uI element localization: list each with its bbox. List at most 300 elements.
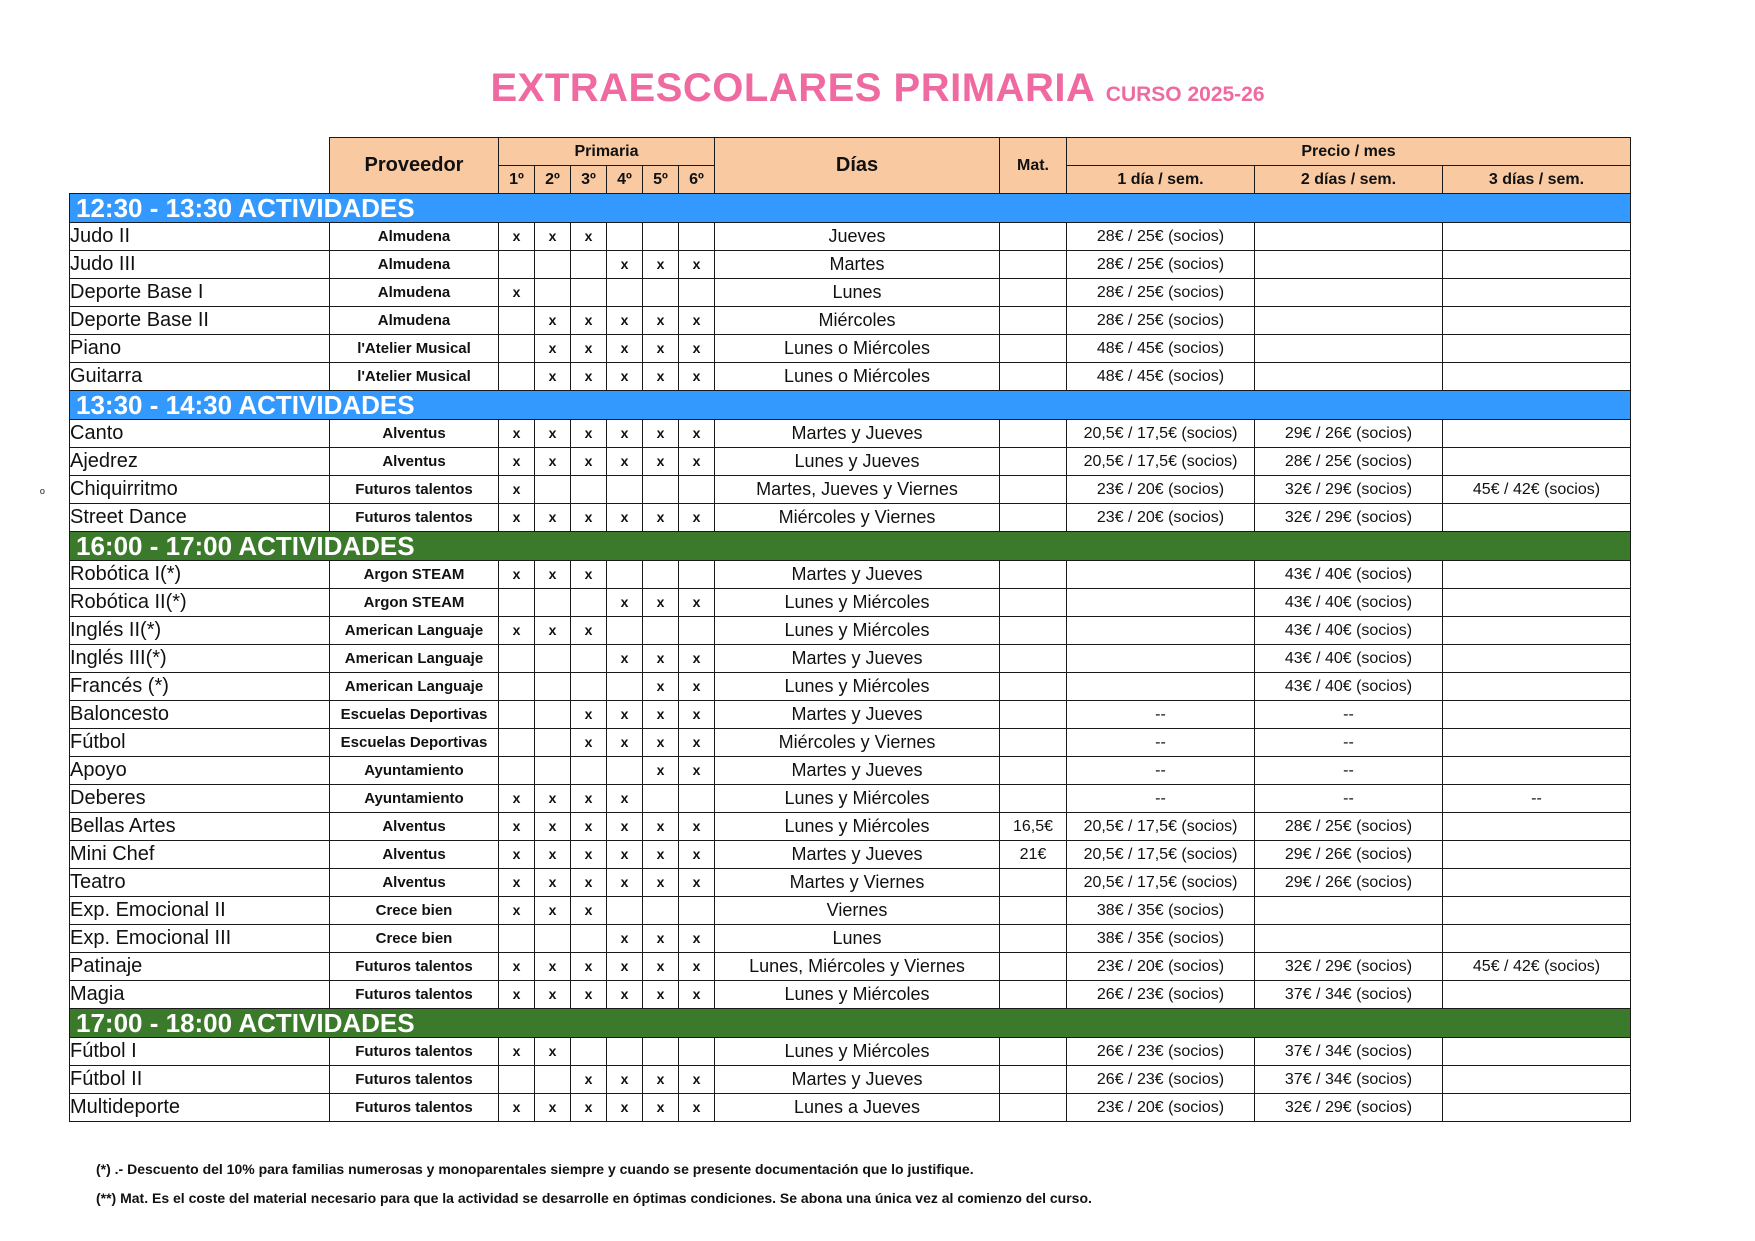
grade-mark: x — [571, 701, 607, 729]
price-3-days — [1443, 1038, 1631, 1066]
grade-mark — [535, 729, 571, 757]
grade-mark: x — [499, 504, 535, 532]
days-cell: Viernes — [715, 897, 1000, 925]
price-2-days: 37€ / 34€ (socios) — [1255, 1038, 1443, 1066]
grade-mark — [535, 1066, 571, 1094]
grade-mark — [607, 617, 643, 645]
activity-name: Robótica II(*) — [70, 589, 330, 617]
grade-mark — [535, 925, 571, 953]
days-cell: Lunes — [715, 279, 1000, 307]
material-cost — [1000, 223, 1067, 251]
price-2-days — [1255, 363, 1443, 391]
table-row — [70, 363, 1631, 391]
days-cell: Lunes y Miércoles — [715, 785, 1000, 813]
grade-mark: x — [679, 981, 715, 1009]
table-row — [70, 869, 1631, 897]
grade-mark: x — [571, 223, 607, 251]
grade-mark — [499, 925, 535, 953]
days-cell: Lunes — [715, 925, 1000, 953]
price-2-days: -- — [1255, 757, 1443, 785]
table-row — [70, 617, 1631, 645]
grade-mark — [571, 279, 607, 307]
grade-mark — [679, 1038, 715, 1066]
grade-mark: x — [571, 363, 607, 391]
grade-mark — [535, 476, 571, 504]
grade-mark: x — [571, 617, 607, 645]
provider-name: l'Atelier Musical — [330, 335, 499, 363]
table-header — [70, 138, 1631, 194]
grade-mark: x — [571, 307, 607, 335]
provider-name: Alventus — [330, 420, 499, 448]
section-title: 13:30 - 14:30 ACTIVIDADES — [70, 391, 1631, 420]
grade-mark — [499, 1066, 535, 1094]
header-primaria: Primaria — [499, 138, 715, 166]
activity-name: Bellas Artes — [70, 813, 330, 841]
table-row — [70, 589, 1631, 617]
grade-mark — [643, 617, 679, 645]
grade-mark: x — [571, 981, 607, 1009]
activity-name: Mini Chef — [70, 841, 330, 869]
grade-mark — [643, 897, 679, 925]
header-grade: 4º — [607, 166, 643, 194]
days-cell: Martes y Jueves — [715, 701, 1000, 729]
grade-mark — [499, 307, 535, 335]
price-1-day: 28€ / 25€ (socios) — [1067, 251, 1255, 279]
section-header-row — [70, 1009, 1631, 1038]
section-title: 17:00 - 18:00 ACTIVIDADES — [70, 1009, 1631, 1038]
material-cost — [1000, 869, 1067, 897]
grade-mark: x — [607, 1094, 643, 1122]
activity-name: Deporte Base II — [70, 307, 330, 335]
days-cell: Martes y Jueves — [715, 757, 1000, 785]
table-row — [70, 841, 1631, 869]
table-row — [70, 813, 1631, 841]
price-1-day: 20,5€ / 17,5€ (socios) — [1067, 420, 1255, 448]
price-3-days — [1443, 561, 1631, 589]
header-proveedor: Proveedor — [330, 138, 499, 194]
price-1-day: 20,5€ / 17,5€ (socios) — [1067, 448, 1255, 476]
activity-name: Judo II — [70, 223, 330, 251]
grade-mark — [535, 251, 571, 279]
section-header-row — [70, 194, 1631, 223]
provider-name: Almudena — [330, 223, 499, 251]
price-3-days — [1443, 504, 1631, 532]
provider-name: Futuros talentos — [330, 1094, 499, 1122]
grade-mark: x — [679, 925, 715, 953]
grade-mark: x — [607, 841, 643, 869]
price-1-day: 23€ / 20€ (socios) — [1067, 504, 1255, 532]
grade-mark: x — [607, 869, 643, 897]
grade-mark: x — [535, 448, 571, 476]
price-2-days: 37€ / 34€ (socios) — [1255, 981, 1443, 1009]
grade-mark: x — [643, 841, 679, 869]
material-cost — [1000, 897, 1067, 925]
days-cell: Martes y Jueves — [715, 420, 1000, 448]
provider-name: Futuros talentos — [330, 504, 499, 532]
provider-name: American Languaje — [330, 617, 499, 645]
grade-mark: x — [535, 420, 571, 448]
grade-mark: x — [535, 897, 571, 925]
grade-mark: x — [607, 813, 643, 841]
grade-mark: x — [679, 757, 715, 785]
header-grade: 6º — [679, 166, 715, 194]
table-row — [70, 307, 1631, 335]
grade-mark: x — [679, 813, 715, 841]
days-cell: Lunes y Jueves — [715, 448, 1000, 476]
grade-mark: x — [571, 813, 607, 841]
price-2-days: 32€ / 29€ (socios) — [1255, 953, 1443, 981]
table-row — [70, 251, 1631, 279]
days-cell: Lunes y Miércoles — [715, 589, 1000, 617]
grade-mark — [571, 1038, 607, 1066]
price-3-days — [1443, 841, 1631, 869]
grade-mark — [571, 757, 607, 785]
grade-mark — [571, 476, 607, 504]
material-cost — [1000, 1094, 1067, 1122]
price-1-day: -- — [1067, 757, 1255, 785]
activity-name: Baloncesto — [70, 701, 330, 729]
material-cost — [1000, 363, 1067, 391]
grade-mark — [643, 223, 679, 251]
activity-name: Fútbol — [70, 729, 330, 757]
grade-mark: x — [679, 729, 715, 757]
grade-mark — [535, 279, 571, 307]
material-cost — [1000, 1038, 1067, 1066]
price-3-days — [1443, 897, 1631, 925]
price-2-days — [1255, 279, 1443, 307]
days-cell: Lunes a Jueves — [715, 1094, 1000, 1122]
grade-mark: x — [535, 869, 571, 897]
grade-mark: x — [607, 981, 643, 1009]
material-cost — [1000, 981, 1067, 1009]
price-2-days: 32€ / 29€ (socios) — [1255, 1094, 1443, 1122]
price-1-day: 26€ / 23€ (socios) — [1067, 981, 1255, 1009]
material-cost — [1000, 925, 1067, 953]
provider-name: Almudena — [330, 251, 499, 279]
grade-mark: x — [607, 420, 643, 448]
table-row — [70, 1038, 1631, 1066]
activity-name: Chiquirritmo — [70, 476, 330, 504]
price-2-days: 32€ / 29€ (socios) — [1255, 504, 1443, 532]
header-grade: 2º — [535, 166, 571, 194]
material-cost — [1000, 448, 1067, 476]
grade-mark — [499, 701, 535, 729]
grade-mark: x — [679, 363, 715, 391]
grade-mark: x — [571, 504, 607, 532]
provider-name: Argon STEAM — [330, 561, 499, 589]
grade-mark: x — [571, 420, 607, 448]
grade-mark: x — [571, 1066, 607, 1094]
price-1-day: 20,5€ / 17,5€ (socios) — [1067, 841, 1255, 869]
grade-mark: x — [499, 785, 535, 813]
price-3-days — [1443, 869, 1631, 897]
grade-mark — [535, 701, 571, 729]
price-1-day: 26€ / 23€ (socios) — [1067, 1066, 1255, 1094]
days-cell: Lunes, Miércoles y Viernes — [715, 953, 1000, 981]
grade-mark: x — [535, 841, 571, 869]
grade-mark — [499, 335, 535, 363]
grade-mark: x — [607, 925, 643, 953]
provider-name: Escuelas Deportivas — [330, 701, 499, 729]
provider-name: Ayuntamiento — [330, 757, 499, 785]
activity-name: Multideporte — [70, 1094, 330, 1122]
price-1-day: 26€ / 23€ (socios) — [1067, 1038, 1255, 1066]
price-2-days: -- — [1255, 729, 1443, 757]
days-cell: Martes y Jueves — [715, 645, 1000, 673]
days-cell: Martes y Jueves — [715, 841, 1000, 869]
grade-mark: x — [643, 757, 679, 785]
price-2-days: 43€ / 40€ (socios) — [1255, 673, 1443, 701]
price-1-day: 23€ / 20€ (socios) — [1067, 1094, 1255, 1122]
grade-mark: x — [499, 617, 535, 645]
grade-mark: x — [571, 869, 607, 897]
activity-name: Inglés II(*) — [70, 617, 330, 645]
days-cell: Lunes y Miércoles — [715, 1038, 1000, 1066]
price-3-days — [1443, 307, 1631, 335]
material-cost — [1000, 701, 1067, 729]
price-1-day — [1067, 617, 1255, 645]
price-2-days: 37€ / 34€ (socios) — [1255, 1066, 1443, 1094]
grade-mark: x — [607, 785, 643, 813]
grade-mark — [499, 673, 535, 701]
activity-name: Francés (*) — [70, 673, 330, 701]
grade-mark: x — [571, 1094, 607, 1122]
provider-name: Alventus — [330, 448, 499, 476]
grade-mark — [679, 476, 715, 504]
grade-mark: x — [643, 645, 679, 673]
grade-mark: x — [679, 420, 715, 448]
price-2-days — [1255, 925, 1443, 953]
footnotes — [96, 1161, 1092, 1219]
price-1-day — [1067, 645, 1255, 673]
grade-mark — [499, 757, 535, 785]
grade-mark: x — [607, 729, 643, 757]
grade-mark: x — [571, 785, 607, 813]
provider-name: l'Atelier Musical — [330, 363, 499, 391]
grade-mark — [643, 561, 679, 589]
grade-mark: x — [571, 448, 607, 476]
activity-name: Patinaje — [70, 953, 330, 981]
provider-name: American Languaje — [330, 673, 499, 701]
grade-mark: x — [607, 953, 643, 981]
material-cost — [1000, 251, 1067, 279]
grade-mark — [679, 561, 715, 589]
price-3-days — [1443, 279, 1631, 307]
provider-name: Crece bien — [330, 925, 499, 953]
footnote-material: (**) Mat. Es el coste del material necesario para que la actividad se desarrolle en óptimas condiciones. Se abona una única vez al comienzo del curso. — [96, 1190, 1092, 1206]
material-cost — [1000, 953, 1067, 981]
activity-name: Deberes — [70, 785, 330, 813]
days-cell: Lunes o Miércoles — [715, 363, 1000, 391]
provider-name: Futuros talentos — [330, 953, 499, 981]
price-1-day: 28€ / 25€ (socios) — [1067, 279, 1255, 307]
price-2-days: 43€ / 40€ (socios) — [1255, 645, 1443, 673]
grade-mark: x — [643, 1094, 679, 1122]
table-row — [70, 1094, 1631, 1122]
section-title: 16:00 - 17:00 ACTIVIDADES — [70, 532, 1631, 561]
material-cost — [1000, 757, 1067, 785]
material-cost: 16,5€ — [1000, 813, 1067, 841]
grade-mark — [571, 673, 607, 701]
header-precio: Precio / mes — [1067, 138, 1631, 166]
header-price-col: 2 días / sem. — [1255, 166, 1443, 194]
grade-mark — [535, 589, 571, 617]
grade-mark: x — [679, 841, 715, 869]
grade-mark: x — [499, 420, 535, 448]
provider-name: Futuros talentos — [330, 1038, 499, 1066]
section-header-row — [70, 532, 1631, 561]
days-cell: Miércoles y Viernes — [715, 504, 1000, 532]
grade-mark: x — [535, 785, 571, 813]
material-cost — [1000, 335, 1067, 363]
price-1-day: -- — [1067, 701, 1255, 729]
price-3-days — [1443, 617, 1631, 645]
grade-mark: x — [643, 589, 679, 617]
price-2-days: 28€ / 25€ (socios) — [1255, 813, 1443, 841]
grade-mark: x — [679, 1094, 715, 1122]
grade-mark: x — [643, 925, 679, 953]
grade-mark — [499, 251, 535, 279]
grade-mark: x — [679, 869, 715, 897]
days-cell: Martes — [715, 251, 1000, 279]
price-2-days — [1255, 251, 1443, 279]
price-1-day: 23€ / 20€ (socios) — [1067, 953, 1255, 981]
grade-mark: x — [571, 729, 607, 757]
grade-mark: x — [643, 363, 679, 391]
grade-mark: x — [607, 335, 643, 363]
activity-name: Fútbol I — [70, 1038, 330, 1066]
price-1-day — [1067, 589, 1255, 617]
grade-mark — [607, 897, 643, 925]
provider-name: Ayuntamiento — [330, 785, 499, 813]
provider-name: Futuros talentos — [330, 1066, 499, 1094]
days-cell: Martes y Viernes — [715, 869, 1000, 897]
grade-mark: x — [607, 645, 643, 673]
grade-mark: x — [499, 279, 535, 307]
header-grade: 1º — [499, 166, 535, 194]
activity-name: Canto — [70, 420, 330, 448]
table-row — [70, 504, 1631, 532]
grade-mark: x — [499, 869, 535, 897]
grade-mark — [499, 363, 535, 391]
price-2-days: 43€ / 40€ (socios) — [1255, 589, 1443, 617]
activity-name: Robótica I(*) — [70, 561, 330, 589]
table-row — [70, 785, 1631, 813]
price-2-days — [1255, 223, 1443, 251]
grade-mark: x — [679, 1066, 715, 1094]
price-1-day: 48€ / 45€ (socios) — [1067, 335, 1255, 363]
material-cost — [1000, 420, 1067, 448]
grade-mark — [643, 476, 679, 504]
grade-mark — [679, 617, 715, 645]
grade-mark: x — [607, 1066, 643, 1094]
table-row — [70, 981, 1631, 1009]
provider-name: Futuros talentos — [330, 476, 499, 504]
price-1-day: 38€ / 35€ (socios) — [1067, 897, 1255, 925]
grade-mark: x — [643, 1066, 679, 1094]
grade-mark — [607, 1038, 643, 1066]
title-main: EXTRAESCOLARES PRIMARIA — [490, 66, 1096, 110]
grade-mark: x — [571, 561, 607, 589]
days-cell: Jueves — [715, 223, 1000, 251]
provider-name: Almudena — [330, 307, 499, 335]
activity-name: Teatro — [70, 869, 330, 897]
price-2-days — [1255, 897, 1443, 925]
grade-mark: x — [643, 420, 679, 448]
price-3-days — [1443, 448, 1631, 476]
price-3-days — [1443, 363, 1631, 391]
provider-name: Crece bien — [330, 897, 499, 925]
table-row — [70, 1066, 1631, 1094]
grade-mark: x — [679, 448, 715, 476]
material-cost — [1000, 673, 1067, 701]
table-row — [70, 925, 1631, 953]
grade-mark: x — [643, 307, 679, 335]
provider-name: Escuelas Deportivas — [330, 729, 499, 757]
grade-mark: x — [643, 448, 679, 476]
days-cell: Martes y Jueves — [715, 1066, 1000, 1094]
grade-mark: x — [535, 981, 571, 1009]
grade-mark: x — [535, 1094, 571, 1122]
days-cell: Martes, Jueves y Viernes — [715, 476, 1000, 504]
grade-mark — [535, 673, 571, 701]
material-cost — [1000, 307, 1067, 335]
price-1-day: 20,5€ / 17,5€ (socios) — [1067, 869, 1255, 897]
price-3-days: 45€ / 42€ (socios) — [1443, 476, 1631, 504]
header-corner — [70, 138, 330, 194]
price-3-days — [1443, 223, 1631, 251]
activity-name: Guitarra — [70, 363, 330, 391]
price-1-day: 48€ / 45€ (socios) — [1067, 363, 1255, 391]
price-2-days: -- — [1255, 785, 1443, 813]
table-row — [70, 279, 1631, 307]
price-3-days — [1443, 729, 1631, 757]
grade-mark: x — [499, 448, 535, 476]
table-row — [70, 757, 1631, 785]
days-cell: Lunes y Miércoles — [715, 981, 1000, 1009]
table-row — [70, 701, 1631, 729]
grade-mark: x — [643, 813, 679, 841]
grade-mark: x — [679, 953, 715, 981]
activity-name: Piano — [70, 335, 330, 363]
grade-mark — [607, 673, 643, 701]
material-cost — [1000, 729, 1067, 757]
price-3-days — [1443, 335, 1631, 363]
grade-mark — [607, 279, 643, 307]
activity-name: Deporte Base I — [70, 279, 330, 307]
days-cell: Lunes y Miércoles — [715, 673, 1000, 701]
table-row — [70, 673, 1631, 701]
grade-mark: x — [499, 813, 535, 841]
grade-mark — [535, 645, 571, 673]
days-cell: Martes y Jueves — [715, 561, 1000, 589]
grade-mark — [535, 757, 571, 785]
price-1-day: 23€ / 20€ (socios) — [1067, 476, 1255, 504]
material-cost — [1000, 1066, 1067, 1094]
grade-mark: x — [679, 589, 715, 617]
table-row — [70, 335, 1631, 363]
grade-mark: x — [607, 448, 643, 476]
table-row — [70, 223, 1631, 251]
provider-name: Almudena — [330, 279, 499, 307]
grade-mark: x — [679, 645, 715, 673]
price-3-days — [1443, 645, 1631, 673]
price-1-day: -- — [1067, 729, 1255, 757]
material-cost: 21€ — [1000, 841, 1067, 869]
grade-mark — [643, 279, 679, 307]
grade-mark: x — [643, 953, 679, 981]
price-1-day: 28€ / 25€ (socios) — [1067, 307, 1255, 335]
